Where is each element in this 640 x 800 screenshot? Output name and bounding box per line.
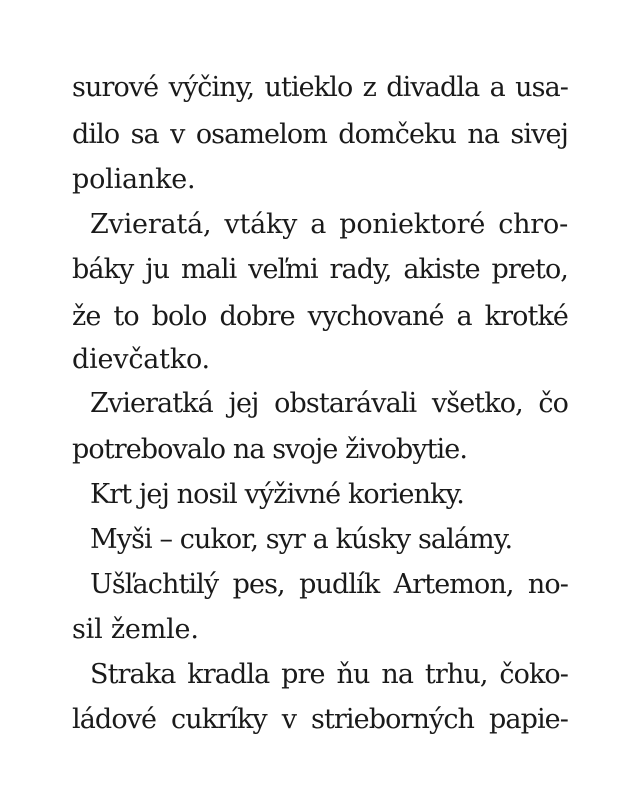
text-line: surové výčiny, utieklo z divadla a usa- [72, 72, 568, 103]
text-line: Myši – cukor, syr a kúsky salámy. [90, 524, 513, 555]
text-line: dilo sa v osamelom domčeku na sivej [72, 119, 568, 150]
text-line: Ušľachtilý pes, pudlík Artemon, no- [90, 569, 568, 600]
text-line: sil žemle. [72, 614, 199, 645]
text-line: Zvieratká jej obstarávali všetko, čo [90, 388, 568, 419]
text-line: polianke. [72, 164, 196, 195]
text-line: Krt jej nosil výživné korienky. [90, 479, 464, 510]
text-line: potrebovalo na svoje živobytie. [72, 434, 468, 465]
text-line: báky ju mali veľmi rady, akiste preto, [72, 254, 568, 285]
text-line: dievčatko. [72, 344, 210, 375]
text-line: Zvieratá, vtáky a poniektoré chro- [90, 209, 568, 240]
text-line: že to bolo dobre vychované a krotké [72, 301, 568, 332]
text-line: ládové cukríky v strieborných papie- [72, 704, 568, 735]
text-line: Straka kradla pre ňu na trhu, čoko- [90, 659, 568, 690]
